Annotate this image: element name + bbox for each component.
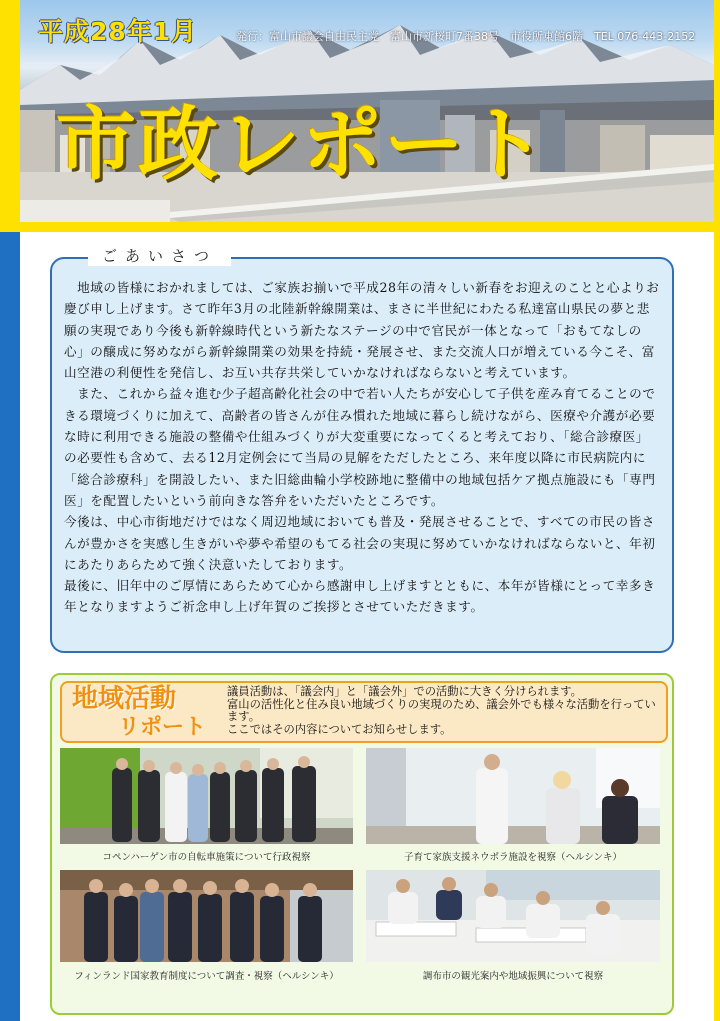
activity-subtitle: リポート bbox=[118, 715, 207, 740]
right-yellow-bar bbox=[714, 0, 720, 1021]
photo-caption: 調布市の観光案内や地域振興について視察 bbox=[422, 971, 604, 982]
issue-date: 平成28年1月 bbox=[38, 17, 198, 46]
photo-caption: コペンハーゲン市の自転車施策について行政視察 bbox=[102, 852, 311, 863]
activity-intro-line: ここではその内容についてお知らせします。 bbox=[227, 722, 452, 736]
greeting-text bbox=[64, 277, 660, 618]
greeting-paragraph: 地域の皆様におかれましては、ご家族お揃いで平成28年の清々しい新春をお迎えのことと心よりお慶び申し上げます。さて昨年3月の北陸新幹線開業は、まさに半世紀にわたる私達富山県民の夢と悲願の実現であり今後も新幹線時代という新たなステージの中で官民が一体となって「おもてなしの心」の醸成に努めながら新幹線開業の効果を持続・発展させ、また交流人口が増えている今こそ、富山空港の利便性を発信し、お互い共存共栄していかなければならないと考えています。 bbox=[64, 280, 660, 381]
photo-finland-education bbox=[60, 870, 353, 962]
greeting-paragraph: また、これから益々進む少子超高齢化社会の中で若い人たちが安心して子供を産み育てることのできる環境づくりに加えて、高齢者の皆さんが住み慣れた地域に暮らし続けながら、医療や介護が必要な時に利用できる施設の整備や仕組みづくりが大変重要になってくると考えており、「総合診療医」の必要性も含めて、去る12月定例会にて当局の見解をただしたところ、来年度以降に市民病院内に「総合診療科」を開設したい、また旧総曲輪小学校跡地に整備中の地域包括ケア拠点施設にも「専門医」を配置したいという前向きな答弁をいただいたところです。 bbox=[64, 386, 656, 508]
header-yellow-rule bbox=[0, 222, 720, 232]
activity-intro bbox=[227, 686, 657, 736]
photo-caption: フィンランド国家教育制度について調査・視察（ヘルシンキ） bbox=[74, 971, 339, 982]
activity-intro-line: 議員活動は、「議会内」と「議会外」での活動に大きく分けられます。 bbox=[227, 685, 582, 698]
left-blue-bar bbox=[0, 232, 20, 1021]
greeting-paragraph: 今後は、中心市街地だけではなく周辺地域においても普及・発展させることで、すべての市民の皆さんが豊かさを実感し生きがいや夢や希望のもてる社会の実現に努めていかなければならないと、年初にあたりあらためて強く決意いたしております。 bbox=[64, 514, 656, 572]
page-title: 市政レポート bbox=[56, 98, 548, 191]
greeting-title: ごあいさつ bbox=[88, 245, 231, 266]
photo-caption: 子育て家族支援ネウボラ施設を視察（ヘルシンキ） bbox=[403, 852, 623, 863]
greeting-paragraph: 最後に、旧年中のご厚情にあらためて心から感謝申し上げますとともに、本年が皆様にとって幸多き年となりますようご祈念申し上げ年賀のご挨拶とさせていただきます。 bbox=[64, 578, 656, 615]
publisher-info: 発行：富山市議会自由民主党 富山市新桜町7番38号 市役所東館6階 TEL 076-443-2152 bbox=[236, 30, 696, 43]
activity-title: 地域活動 bbox=[72, 684, 177, 714]
photo-helsinki-neuvola bbox=[366, 748, 660, 844]
activity-intro-line: 富山の活性化と住み良い地域づくりの実現のため、議会外でも様々な活動を行っています。 bbox=[227, 697, 656, 723]
photo-chofu bbox=[366, 870, 660, 962]
photo-copenhagen bbox=[60, 748, 353, 844]
